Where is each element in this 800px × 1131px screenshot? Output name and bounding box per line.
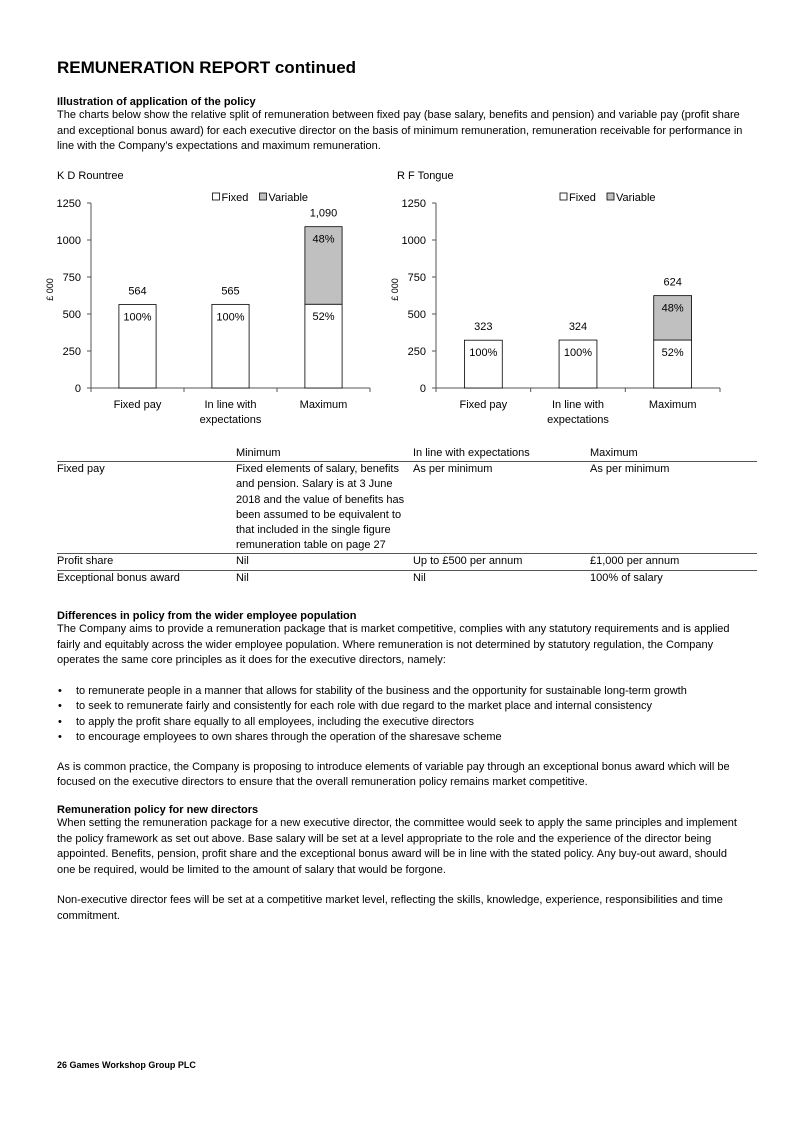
bar-percent-label: 52% bbox=[312, 311, 335, 324]
new-directors-section bbox=[57, 804, 745, 924]
bar-total-label: 565 bbox=[221, 285, 240, 298]
legend-label: Variable bbox=[268, 192, 309, 204]
legend-swatch bbox=[607, 193, 614, 200]
bullet-icon: • bbox=[58, 700, 62, 712]
y-tick-label: 0 bbox=[74, 383, 81, 395]
list-item-text: to apply the profit share equally to all employees, including the executive directors bbox=[76, 715, 475, 728]
header-cell: Maximum bbox=[590, 446, 757, 462]
list-item bbox=[57, 715, 745, 731]
non-exec-fees: Non-executive director fees will be set at a competitive market level, reflecting the skills, knowledge, experience, responsibilities and time commitment. bbox=[57, 894, 723, 922]
x-tick-label: expectations bbox=[547, 414, 609, 426]
legend-swatch bbox=[260, 193, 267, 200]
chart-title-rountree: K D Rountree bbox=[57, 170, 124, 182]
table-cell: £1,000 per annum bbox=[590, 554, 757, 570]
table-cell: As per minimum bbox=[590, 462, 757, 554]
table-cell: Nil bbox=[236, 554, 413, 570]
table-cell: As per minimum bbox=[413, 462, 590, 554]
legend-label: Fixed bbox=[569, 192, 596, 204]
x-tick-label: expectations bbox=[199, 414, 262, 426]
legend-swatch bbox=[213, 193, 220, 200]
bar-total-label: 1,090 bbox=[309, 207, 338, 220]
bar-percent-label: 100% bbox=[469, 347, 498, 360]
list-item-text: to encourage employees to own shares through the operation of the sharesave scheme bbox=[76, 731, 502, 743]
list-item-text: to seek to remunerate fairly and consistently for each role with due regard to the market place and internal consistency bbox=[76, 700, 652, 712]
x-tick-label: Maximum bbox=[299, 399, 348, 411]
bar-percent-label: 100% bbox=[123, 311, 152, 324]
bar-total-label: 624 bbox=[663, 276, 682, 289]
header-cell: Minimum bbox=[236, 446, 413, 462]
principles-list bbox=[57, 684, 745, 746]
table-cell: Profit share bbox=[57, 554, 236, 570]
header-cell bbox=[57, 446, 236, 462]
table-cell: Nil bbox=[235, 571, 249, 584]
y-tick-label: 1000 bbox=[56, 235, 81, 247]
policy-table-header bbox=[57, 446, 757, 462]
bar-total-label: 564 bbox=[128, 285, 147, 298]
table-cell: Exceptional bonus award bbox=[57, 571, 180, 584]
illustration-body: The charts below show the relative split of remuneration between fixed pay (base salary, benefits and pension) and variable pay (profit share and exceptional bonus award) for each executive director on the basis of minimum remuneration, remuneration receivable for performance in line with the Company’s expectations and maximum remuneration. bbox=[57, 109, 743, 152]
list-item bbox=[57, 699, 745, 715]
y-axis-label: £ 000 bbox=[45, 278, 55, 301]
legend-label: Variable bbox=[616, 192, 656, 204]
bar-percent-label: 48% bbox=[312, 233, 335, 246]
differences-closing: As is common practice, the Company is proposing to introduce elements of variable pay through an exceptional bonus award which will be focused on the executive directors to ensure that the overall remuneration policy remains market competitive. bbox=[57, 760, 730, 788]
x-tick-label: Maximum bbox=[648, 399, 697, 411]
y-tick-label: 750 bbox=[62, 272, 81, 284]
y-tick-label: 1000 bbox=[401, 235, 426, 247]
chart-title-tongue: R F Tongue bbox=[397, 170, 454, 182]
differences-heading: Differences in policy from the wider employee population bbox=[57, 610, 357, 622]
bullet-icon: • bbox=[58, 715, 62, 728]
new-directors-heading: Remuneration policy for new directors bbox=[57, 804, 259, 816]
page-footer: 26 Games Workshop Group PLC bbox=[57, 1060, 196, 1070]
y-tick-label: 1250 bbox=[401, 198, 426, 210]
list-item bbox=[57, 684, 745, 700]
header-cell: In line with expectations bbox=[413, 446, 590, 462]
legend-swatch bbox=[560, 193, 567, 200]
bar-percent-label: 48% bbox=[661, 302, 684, 315]
remuneration-chart-tongue bbox=[385, 185, 730, 430]
differences-section bbox=[57, 610, 745, 791]
illustration-section bbox=[57, 96, 745, 155]
table-cell: Fixed pay bbox=[57, 462, 236, 554]
y-tick-label: 250 bbox=[407, 346, 426, 358]
bar-total-label: 323 bbox=[474, 321, 493, 334]
y-tick-label: 1250 bbox=[56, 198, 81, 210]
remuneration-chart-rountree bbox=[40, 185, 380, 430]
x-tick-label: In line with bbox=[552, 399, 604, 411]
bar-percent-label: 52% bbox=[661, 347, 684, 360]
bullet-icon: • bbox=[58, 684, 62, 697]
y-tick-label: 0 bbox=[419, 383, 426, 395]
illustration-heading: Illustration of application of the policy bbox=[57, 96, 256, 108]
bar-percent-label: 100% bbox=[563, 347, 593, 360]
list-item bbox=[57, 730, 745, 746]
table-cell: Nil bbox=[412, 571, 426, 584]
y-tick-label: 250 bbox=[62, 346, 81, 358]
bullet-icon: • bbox=[58, 731, 62, 743]
page-title: REMUNERATION REPORT continued bbox=[57, 58, 357, 77]
y-tick-label: 500 bbox=[62, 309, 81, 321]
new-directors-body: When setting the remuneration package for a new executive director, the committee would seek to apply the same principles and implement the policy framework as set out above. Base salary will be set at a level appropriate to the role and the experience of the director being appointed. Benefits, pension, profit share and the exceptional bonus award will be in line with the stated policy. Any buy-out award, should one be required, would be limited to the amount of salary that would be forgone. bbox=[57, 817, 737, 876]
bar-percent-label: 100% bbox=[216, 311, 245, 324]
policy-table bbox=[57, 446, 757, 586]
table-cell: Fixed elements of salary, benefits and pension. Salary is at 3 June 2018 and the value of benefits has been assumed to be equivalent to that included in the single figure remuneration table on page 27 bbox=[236, 462, 413, 554]
table-row bbox=[57, 554, 757, 570]
y-axis-label: £ 000 bbox=[390, 278, 400, 301]
x-tick-label: Fixed pay bbox=[459, 399, 508, 411]
table-row bbox=[57, 570, 757, 586]
table-row bbox=[57, 462, 757, 554]
list-item-text: to remunerate people in a manner that allows for stability of the business and the opportunity for sustainable long-term growth bbox=[76, 684, 687, 697]
bar-total-label: 324 bbox=[568, 321, 588, 334]
differences-body: The Company aims to provide a remuneration package that is market competitive, complies with any statutory requirements and is applied fairly and equitably across the wider employee population. Where remuneration is not determined by statutory regulation, the Company operates the same core principles as it does for the executive directors, namely: bbox=[57, 623, 730, 666]
legend-label: Fixed bbox=[221, 192, 249, 204]
table-cell: 100% of salary bbox=[590, 571, 663, 584]
x-tick-label: Fixed pay bbox=[113, 399, 162, 411]
y-tick-label: 750 bbox=[407, 272, 426, 284]
y-tick-label: 500 bbox=[407, 309, 426, 321]
table-cell: Up to £500 per annum bbox=[413, 554, 590, 570]
x-tick-label: In line with bbox=[204, 399, 257, 411]
